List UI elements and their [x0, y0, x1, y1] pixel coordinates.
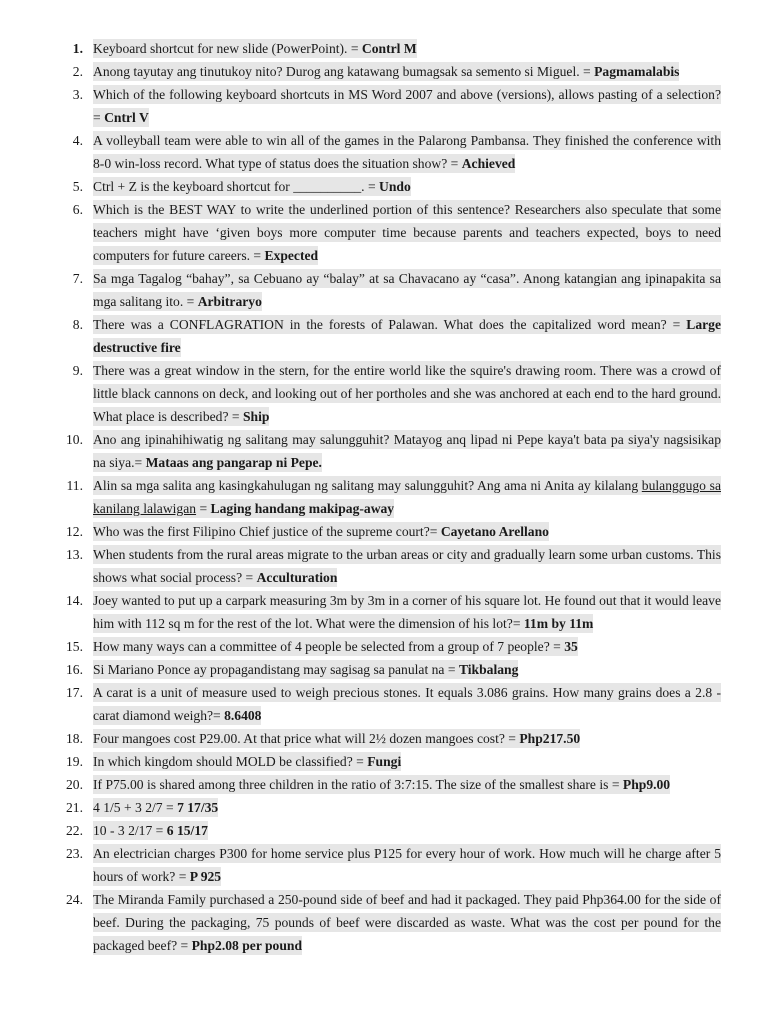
- question-item-11: [0, 474, 768, 520]
- question-text: A volleyball team were able to win all of the games in the Palarong Pambansa. They finished the conference with 8-0 win-loss record. What type of status does the situation show? =: [93, 133, 721, 171]
- question-number: 17.: [66, 685, 83, 700]
- answer-text: Laging handang makipag-away: [210, 501, 395, 516]
- question-number: 6.: [72, 202, 83, 217]
- question-list: [0, 37, 768, 957]
- answer-text: Expected: [264, 248, 319, 263]
- question-text: Sa mga Tagalog “bahay”, sa Cebuano ay “balay” at sa Chavacano ay “casa”. Anong katangian ang ipinapakita sa mga salitang ito. =: [93, 271, 721, 309]
- question-text: Si Mariano Ponce ay propagandistang may sagisag sa panulat na =: [93, 662, 459, 677]
- question-number: 21.: [66, 800, 83, 815]
- question-item-12: [0, 520, 768, 543]
- question-text: How many ways can a committee of 4 people be selected from a group of 7 people? =: [93, 639, 565, 654]
- question-number: 12.: [66, 524, 83, 539]
- question-text: Four mangoes cost P29.00. At that price what will 2½ dozen mangoes cost? =: [93, 731, 520, 746]
- question-text: Ano ang ipinahihiwatig ng salitang may salungguhit? Matayog anq lipad ni Pepe kaya't bata pa siya'y nagsisikap na siya.=: [93, 432, 721, 470]
- question-number: 1.: [72, 41, 83, 56]
- question-text: There was a great window in the stern, for the entire world like the squire's drawing room. There was a crowd of little black cannons on deck, and looking out of her portholes and she was anchored at each end to the hard ground. What place is described? =: [93, 363, 721, 424]
- question-item-5: [0, 175, 768, 198]
- answer-text: Large destructive fire: [93, 317, 721, 355]
- question-number: 3.: [72, 87, 83, 102]
- question-item-1: [0, 37, 768, 60]
- question-item-18: [0, 727, 768, 750]
- question-item-22: [0, 819, 768, 842]
- question-item-3: [0, 83, 768, 129]
- answer-text: 35: [564, 639, 578, 654]
- answer-text: Tikbalang: [458, 662, 519, 677]
- question-text: Who was the first Filipino Chief justice of the supreme court?=: [93, 524, 441, 539]
- question-text: If P75.00 is shared among three children in the ratio of 3:7:15. The size of the smallest share is =: [93, 777, 623, 792]
- question-item-21: [0, 796, 768, 819]
- question-number: 20.: [66, 777, 83, 792]
- answer-text: 7 17/35: [177, 800, 219, 815]
- question-number: 15.: [66, 639, 83, 654]
- question-item-14: [0, 589, 768, 635]
- answer-text: Php9.00: [622, 777, 671, 792]
- question-number: 11.: [66, 478, 83, 493]
- question-item-16: [0, 658, 768, 681]
- question-number: 23.: [66, 846, 83, 861]
- question-number: 24.: [66, 892, 83, 907]
- question-text: Which is the BEST WAY to write the underlined portion of this sentence? Researchers also speculate that some teachers might have ‘given boys more computer time because parents and teachers expected, boys to need computers for future careers. =: [93, 202, 721, 263]
- question-item-24: [0, 888, 768, 957]
- answer-text: 11m by 11m: [523, 616, 594, 631]
- answer-text: Ship: [242, 409, 270, 424]
- question-item-10: [0, 428, 768, 474]
- answer-text: Php2.08 per pound: [191, 938, 303, 953]
- question-number: 10.: [66, 432, 83, 447]
- question-text: In which kingdom should MOLD be classified? =: [93, 754, 368, 769]
- answer-text: Cayetano Arellano: [440, 524, 549, 539]
- question-item-17: [0, 681, 768, 727]
- answer-text: Contrl M: [361, 41, 417, 56]
- underlined-phrase: bulanggugo sa kanilang lalawigan: [93, 478, 721, 516]
- question-number: 4.: [72, 133, 83, 148]
- question-number: 8.: [72, 317, 83, 332]
- answer-text: Fungi: [367, 754, 402, 769]
- question-item-8: [0, 313, 768, 359]
- question-text: Alin sa mga salita ang kasingkahulugan ng salitang may salungguhit? Ang ama ni Anita ay kilalang: [93, 478, 642, 493]
- question-text: Joey wanted to put up a carpark measuring 3m by 3m in a corner of his square lot. He found out that it would leave him with 112 sq m for the rest of the lot. What were the dimension of his lot?=: [93, 593, 721, 631]
- answer-text: 8.6408: [224, 708, 262, 723]
- answer-text: Cntrl V: [104, 110, 149, 125]
- answer-text: Undo: [379, 179, 411, 194]
- question-text: A carat is a unit of measure used to weigh precious stones. It equals 3.086 grains. How many grains does a 2.8 -carat diamond weigh?=: [93, 685, 721, 723]
- question-number: 7.: [72, 271, 83, 286]
- question-item-9: [0, 359, 768, 428]
- question-item-15: [0, 635, 768, 658]
- question-number: 9.: [72, 363, 83, 378]
- question-number: 18.: [66, 731, 83, 746]
- question-item-6: [0, 198, 768, 267]
- answer-text: Achieved: [461, 156, 516, 171]
- answer-text: Pagmamalabis: [594, 64, 680, 79]
- question-text: Which of the following keyboard shortcuts in MS Word 2007 and above (versions), allows pasting of a selection? =: [93, 87, 721, 125]
- question-number: 16.: [66, 662, 83, 677]
- question-number: 2.: [72, 64, 83, 79]
- question-text: There was a CONFLAGRATION in the forests of Palawan. What does the capitalized word mean? =: [93, 317, 687, 332]
- answer-text: Php217.50: [519, 731, 581, 746]
- question-item-2: [0, 60, 768, 83]
- question-item-19: [0, 750, 768, 773]
- question-item-13: [0, 543, 768, 589]
- question-number: 14.: [66, 593, 83, 608]
- question-text: 4 1/5 + 3 2/7 =: [93, 800, 178, 815]
- answer-text: Arbitraryo: [197, 294, 262, 309]
- question-text-end: =: [196, 501, 211, 516]
- answer-text: 6 15/17: [166, 823, 208, 838]
- question-number: 19.: [66, 754, 83, 769]
- question-text: Keyboard shortcut for new slide (PowerPoint). =: [93, 41, 362, 56]
- question-item-4: [0, 129, 768, 175]
- answer-text: Mataas ang pangarap ni Pepe.: [145, 455, 322, 470]
- question-number: 5.: [72, 179, 83, 194]
- question-text: 10 - 3 2/17 =: [93, 823, 167, 838]
- question-text: Ctrl + Z is the keyboard shortcut for __________. =: [93, 179, 380, 194]
- question-text: The Miranda Family purchased a 250-pound side of beef and had it packaged. They paid Php364.00 for the side of beef. During the packaging, 75 pounds of beef were discarded as waste. What was the cost per pound for the packaged beef? =: [93, 892, 721, 953]
- question-item-23: [0, 842, 768, 888]
- question-item-7: [0, 267, 768, 313]
- question-number: 22.: [66, 823, 83, 838]
- question-number: 13.: [66, 547, 83, 562]
- question-text: An electrician charges P300 for home service plus P125 for every hour of work. How much will he charge after 5 hours of work? =: [93, 846, 721, 884]
- question-item-20: [0, 773, 768, 796]
- question-text: Anong tayutay ang tinutukoy nito? Durog ang katawang bumagsak sa semento si Miguel. =: [93, 64, 595, 79]
- question-text: When students from the rural areas migrate to the urban areas or city and gradually learn some urban customs. This shows what social process? =: [93, 547, 721, 585]
- answer-text: P 925: [189, 869, 222, 884]
- answer-text: Acculturation: [256, 570, 338, 585]
